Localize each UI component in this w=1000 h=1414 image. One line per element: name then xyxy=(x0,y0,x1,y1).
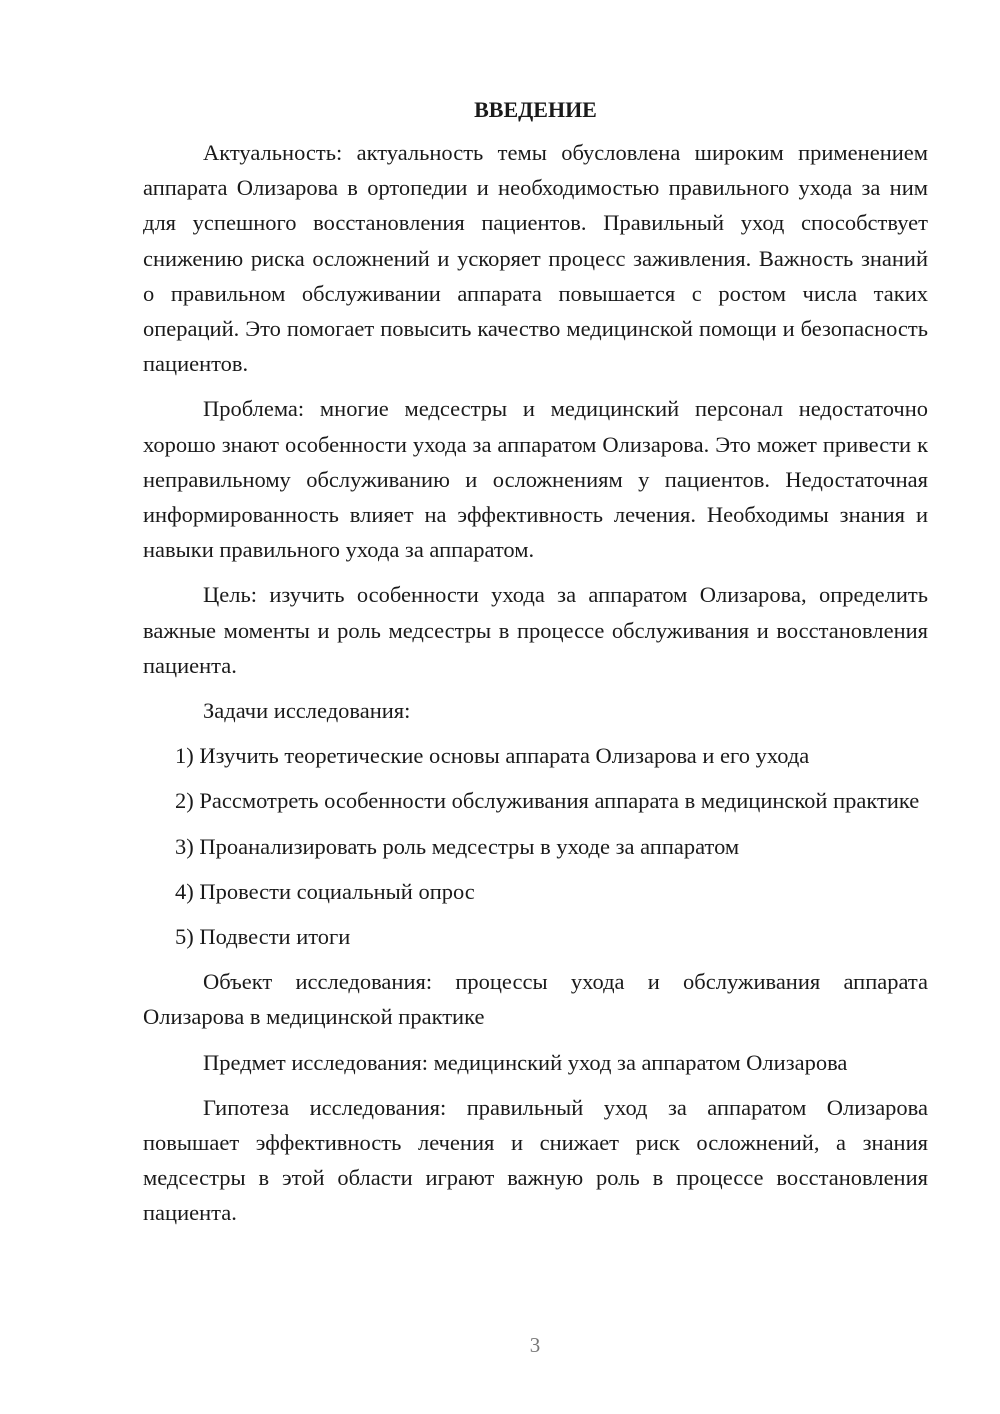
task-item: 5) Подвести итоги xyxy=(175,924,351,950)
task-item: 1) Изучить теоретические основы аппарата Олизарова и его ухода xyxy=(175,743,810,769)
page-number: 3 xyxy=(529,1333,541,1357)
task-item: 4) Провести социальный опрос xyxy=(175,878,475,904)
task-item: 3) Проанализировать роль медсестры в уходе за аппаратом xyxy=(175,833,740,859)
hypothesis-paragraph: Гипотеза исследования: правильный уход за аппаратом Олизарова повышает эффективность лечения и снижает риск осложнений, а знания медсестры в этой области играют важную роль в процессе восстановления пациента. xyxy=(143,1094,928,1226)
problem-paragraph: Проблема: многие медсестры и медицинский персонал недостаточно хорошо знают особенности ухода за аппаратом Олизарова. Это может привести к неправильному обслуживанию и осложнениям у пациентов. Недостаточная информированность влияет на эффективность лечения. Необходимы знания и навыки правильного ухода за аппаратом. xyxy=(143,396,928,563)
document-body xyxy=(143,95,928,1241)
relevance-paragraph: Актуальность: актуальность темы обусловлена широким применением аппарата Олизарова в ортопедии и необходимостью правильного ухода за ним для успешного восстановления пациентов. Правильный уход способствует снижению риска осложнений и ускоряет процесс заживления. Важность знаний о правильном обслуживании аппарата повышается с ростом числа таких операций. Это помогает повысить качество медицинской помощи и безопасность пациентов. xyxy=(143,140,928,377)
page-title: ВВЕДЕНИЕ xyxy=(474,97,597,122)
goal-paragraph: Цель: изучить особенности ухода за аппаратом Олизарова, определить важные моменты и роль медсестры в процессе обслуживания и восстановления пациента. xyxy=(143,582,928,678)
object-paragraph: Объект исследования: процессы ухода и обслуживания аппарата Олизарова в медицинской практике xyxy=(143,969,928,1030)
subject-paragraph: Предмет исследования: медицинский уход за аппаратом Олизарова xyxy=(203,1049,848,1075)
task-item: 2) Рассмотреть особенности обслуживания аппарата в медицинской практике xyxy=(175,788,920,814)
tasks-heading: Задачи исследования: xyxy=(203,698,411,724)
